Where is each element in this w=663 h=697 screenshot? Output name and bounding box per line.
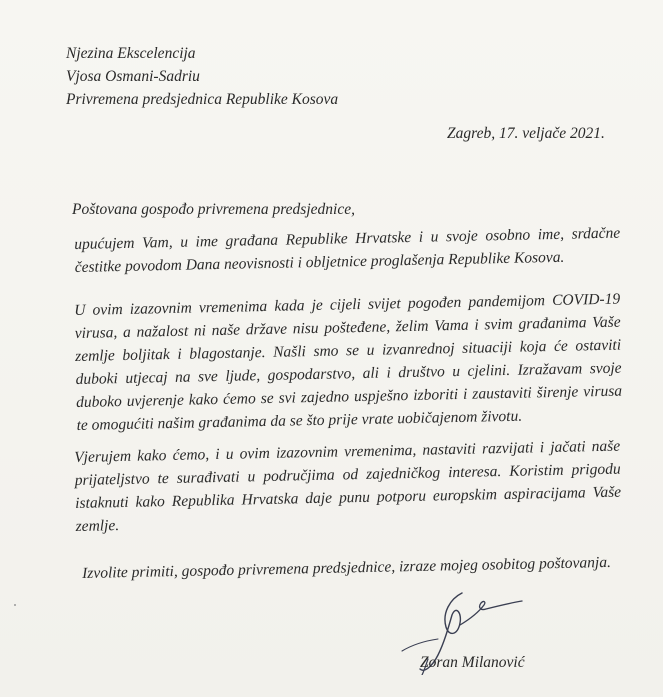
salutation: Poštovana gospođo privremena predsjednice, — [72, 201, 355, 218]
addressee-block — [66, 42, 338, 111]
paragraph-pandemic: U ovim izazovnim vremenima kada je cijeli svijet pogođen pandemijom COVID-19 virusa, a nažalost ni naše države nisu pošteđene, želim Vama i svim građanima Vaše zemlje boljitak i blagostanje. Našli smo se u izvanrednoj situaciji koja će ostaviti duboki utjecaj na sve ljude, gospodarstvo, ali i društvo u cjelini. Izražavam svoje duboko uvjerenje kako ćemo se svi zajedno uspješno izboriti i zaustaviti širenje virusa te omogućiti našim građanima da se što prije vrate uobičajenom životu. — [74, 290, 623, 434]
paragraph-friendship: Vjerujem kako ćemo, i u ovim izazovnim vremenima, nastaviti razvijati i jačati naše prijateljstvo te surađivati u područjima od zajedničkog interesa. Koristim prigodu istaknuti kako Republika Hrvatska daje punu potporu europskim aspiracijama Vaše zemlje. — [74, 437, 622, 535]
closing-line: Izvolite primiti, gospođo privremena predsjednice, izraze mojeg osobitog poštovanja. — [82, 553, 612, 582]
paragraph-congratulations: upućujem Vam, u ime građana Republike Hrvatske i u svoje osobno ime, srdačne čestitke povodom Dana neovisnosti i obljetnice proglašenja Republike Kosova. — [74, 224, 621, 276]
letter-date: Zagreb, 17. veljače 2021. — [447, 125, 605, 142]
signer-name: Zoran Milanović — [420, 654, 525, 671]
addressee-title: Njezina Ekscelencija — [66, 45, 196, 62]
paper-speck — [14, 604, 16, 606]
addressee-position: Privremena predsjednica Republike Kosova — [66, 91, 339, 108]
addressee-name: Vjosa Osmani-Sadriu — [66, 68, 200, 85]
